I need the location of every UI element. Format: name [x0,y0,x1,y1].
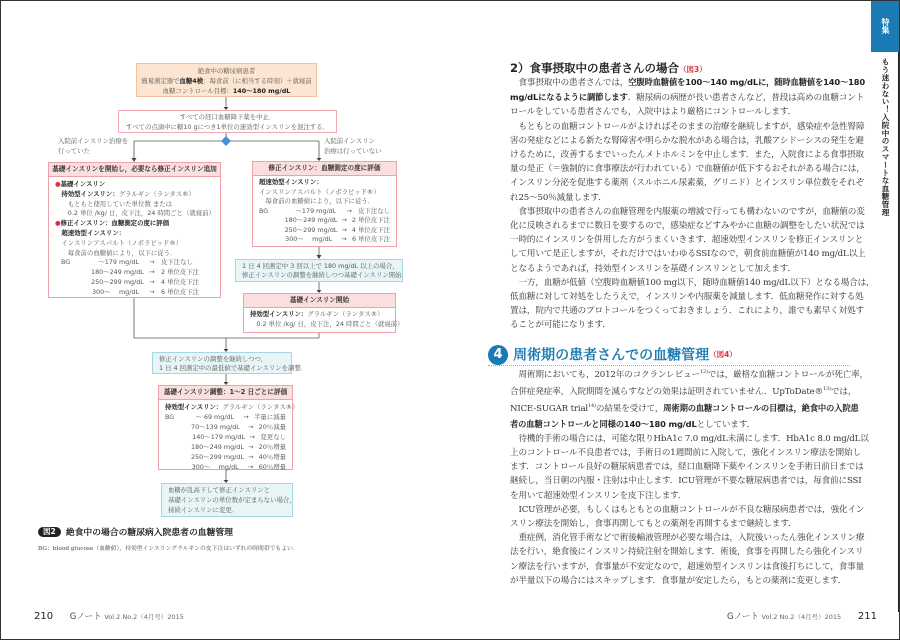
box-header: 基礎インスリン調整：1～2 日ごとに評価 [159,386,292,400]
arrow-icon: → [149,277,155,286]
bg-label [165,432,192,442]
text-line [510,290,864,304]
figure-caption [38,521,299,552]
start-basal-condition-box [235,259,408,282]
bg-label [165,422,191,432]
dose-action: 20％減量 [258,423,286,431]
text-line [510,399,859,416]
dose-table [55,258,214,297]
dose-row [61,268,214,278]
text-segment: 修正インスリンの調整を継続しつつ基礎インスリン開始． [242,271,408,279]
text-line [324,147,382,157]
page-number: 210 [34,611,54,622]
box-body [165,402,299,412]
bg-label: BG [165,413,175,421]
text-line [510,219,865,233]
text-line [510,417,855,432]
text-segment: 空腹時血糖値を100～140 mg/dLに，随時血糖値を140～180 [628,77,866,87]
text-segment: 合併症発症率，入院期間を減らすなどの効果は証明されていません．UpToDate® [510,387,824,398]
text-segment: では，厳格な血糖コントロールが死亡率， [707,370,869,380]
text-line [510,120,865,134]
bg-label [165,442,191,452]
text-line [510,162,865,176]
text-segment: 置は，院内で共通のプロトコールをつくっておきましょう．これにより，誰でも素早く対処す [510,306,864,317]
dose-row [165,442,286,452]
text-line [510,545,864,559]
decision-diamond-icon [221,136,231,146]
text-segment: グラルギン（ランタス®） [118,189,195,198]
figure-note: BG：blood glucose（血糖値），持効型インスリングラルギンの皮下注はいずれの時間帯でもよい． [38,546,299,552]
text-segment: 超速効型インスリン： [55,228,126,237]
journal-name: Gノート [727,612,759,622]
text-segment: 毎食前の血糖値により，以下に従う． [55,248,177,257]
text-segment: 0.2 単位 /kg/ 日，皮下注，24 時間ごと（就寝前） [55,209,215,218]
glucose-range: 180～249 mg/dL [191,443,244,451]
dose-row [165,432,286,442]
text-line [510,503,865,517]
text-line [137,87,316,97]
continuous-insulin-box [161,483,296,517]
dose-row [61,288,214,298]
text-line [510,148,864,162]
basal-start-box [243,293,404,333]
basal-plus-correction-box [48,162,221,298]
dose-action: 20％増量 [258,443,286,451]
dose-action: 皮下注なし [161,258,193,267]
text-segment: 血糖コントロール目標： [162,86,233,95]
bg-label [259,226,285,236]
bullet-icon: ● [55,180,61,188]
right-footer [727,610,877,622]
text-line [119,123,336,133]
section-body-meal-intake [510,75,875,333]
text-segment: が半量以下の場合にはスキップします．食事量が安定したら，もとの薬剤に変更します． [510,575,847,586]
text-segment: としています． [696,419,756,430]
dose-action: 40％増量 [258,453,286,461]
branch-label-prior-insulin [58,137,128,157]
text-line [510,560,865,574]
adjust-basal-box [152,352,308,374]
text-segment: グラルギン（ランタス®） [222,403,299,411]
text-segment: を用いて超速効型インスリンを皮下注します． [510,490,687,501]
text-segment: 入院前インスリン [324,137,375,145]
dose-row [259,216,390,226]
text-line [259,188,390,198]
text-segment: 者の血糖コントロールと同様の140～180 mg/dL [510,418,697,429]
text-segment: 行っていた [58,146,90,155]
text-line [510,432,869,446]
text-segment: ICU管理が必要，もしくはもともとの血糖コントロールが不良な糖尿病患者では，強化イン [510,504,865,515]
text-segment: ：毎食前（に相当する時刻）＋就寝前 [203,76,312,85]
text-segment: グラルギン（ランタス®） [307,310,384,318]
correction-insulin-box [252,161,397,247]
text-line [55,190,214,200]
text-segment: 低血糖に対して対処をしたうえで，インスリンや内服薬を減量します．低血糖発作に対する処 [510,292,864,303]
glucose-range: 180～249 mg/dL [284,216,338,224]
text-segment: 食事摂取中の患者さんの血糖管理を内服薬の増減で行っても構わないのですが，血糖値の変 [510,206,865,217]
text-segment: れ25～50％減量します． [510,192,607,203]
section-title: 周術期の患者さんでの血糖管理 [513,347,710,364]
text-segment: インスリン分泌を促進する薬剤（スルホニル尿素薬，グリニド）とインスリン単位数をそれぞ [510,178,864,189]
text-segment: の結果を受けて， [595,404,664,415]
glucose-range: 300～ mg/dL [91,287,139,296]
text-line [159,355,285,364]
text-line [324,137,382,147]
text-line [259,197,390,207]
bg-label [259,216,285,226]
bg-label [61,268,91,278]
text-line [55,200,214,210]
glucose-range: ～ 69 mg/dL [195,413,235,421]
arrow-icon: → [243,413,249,421]
text-segment: 0.2 単位 /kg/ 日，皮下注，24 時間ごと（就寝前） [250,319,404,328]
page-number: 211 [857,611,877,622]
text-line [510,574,855,588]
text-line [168,495,296,506]
text-segment: インスリンアスパルト（ノボラピッド®） [259,187,380,196]
glucose-range: ～179 mg/dL [98,258,139,267]
section-heading-perioperative [488,344,850,366]
journal-issue: Vol.2 No.2（4月号）2015 [761,613,842,621]
text-line [168,506,286,516]
text-segment: 一方，血糖が低値（空腹時血糖値100 mg以下，随時血糖値140 mg/dL以下）となる場合は， [510,277,875,288]
text-line [510,382,855,399]
glucose-range: 300～ mg/dL [285,235,333,243]
text-line [250,319,404,330]
text-segment: 血糖が乱高下して修正インスリンと [168,486,271,494]
arrow-icon: → [341,235,347,243]
text-line [510,75,866,90]
text-segment: 量の是正（＝強制的に食事療法が行われている）で血糖値が低下するおそれがある場合には， [510,164,865,175]
bg-label [165,452,191,462]
text-line [510,90,865,105]
dose-action: 皮下注なし [358,206,390,215]
text-segment: 継続し，当日朝の内服・注射は中止します．ICU管理が不要な糖尿病患者では，毎食前にSSI [510,476,862,487]
text-segment: 治療は行っていない [324,146,382,155]
text-segment: 修正インスリン：血糖測定の度に評価 [60,219,170,228]
text-segment: 周術期においても，2012年のコクランレビュー [510,370,700,380]
dose-action: 4 単位皮下注 [351,225,390,234]
section-heading-meal-intake [510,60,707,76]
text-segment: すべての点滴中に糖10 gにつき1単位の速効型インスリンを混注する． [125,122,330,131]
journal-name: Gノート [69,612,102,622]
text-segment: 法を行い，絶食後にインスリン持続注射を開始します．術後，食事を再開したら強化インスリ [510,547,864,558]
figure-badge: 図2 [38,527,61,537]
box-body [55,180,214,258]
dose-row [259,235,390,245]
box-body [244,308,404,332]
arrow-icon: → [341,225,347,234]
figure-title: 絶食中の場合の糖尿病入院患者の血糖管理 [65,528,233,538]
text-line [510,489,855,503]
text-segment: となるようであれば，持効型インスリンを基礎インスリンとして加えます． [510,263,796,274]
text-line [55,249,214,259]
journal-issue: Vol.2 No.2（4月号）2015 [104,613,184,621]
text-segment: 超速効型インスリン： [259,178,323,186]
dose-row [61,258,214,268]
text-segment: 基礎インスリン [60,180,106,188]
bg-label: BG [61,258,71,267]
glucose-range: ～179 mg/dL [295,206,337,215]
text-segment: 基礎インスリンの単位数が定まらない場合， [168,495,296,504]
text-line [510,276,875,290]
dose-row [165,422,286,432]
text-segment: 食事摂取中の患者さんでは， [510,78,629,88]
text-line [58,137,128,147]
text-line [510,247,866,261]
text-line [55,180,214,190]
glucose-range: 250～299 mg/dL [91,277,144,286]
text-segment: 1 日 4 回測定中の最低値で基礎インスリンを調整． [159,364,308,372]
arrow-icon: → [346,206,352,215]
stop-oral-drugs-box [118,110,337,133]
text-segment: ます．コントロール良好の糖尿病患者では，経口血糖降下薬やインスリンを手術日前日までは [510,462,864,473]
text-line [510,365,869,382]
text-line [55,209,214,219]
text-segment: けるために，改善するまでいったんメトホルミンを中止します．また，入院食による食事摂取 [510,150,864,161]
text-line [510,304,864,318]
dose-row [165,462,286,472]
figure-ref-link[interactable]: （図4） [709,350,737,359]
text-segment: もともと使用していた単位数 または [55,199,173,208]
text-segment: 持効型インスリン： [165,403,223,411]
text-segment: ン療法を行いますが，食事量が不安定なので，超速効型インスリンは食後打ちにして，食事量 [510,561,865,572]
text-segment: ．糖尿病の病歴が長い患者さんなど，普段は高めの血糖コント [627,93,865,104]
section-number-badge: 4 [488,345,508,365]
arrow-icon: → [149,258,155,267]
left-footer [34,610,184,622]
text-line [55,239,214,249]
arrow-icon: → [149,287,155,296]
text-segment: 化に反映されるまでに数日を要するので，感染症などすみやかに血糖の調整をしたい状況では [510,221,865,232]
text-segment: 14) [588,403,596,410]
text-line [510,262,855,276]
patient-box [136,63,317,97]
text-line [168,486,286,496]
text-line [250,310,389,320]
text-segment: 持効型インスリン： [250,310,308,318]
text-segment: 絶食中の糖尿病患者 [197,67,256,75]
text-line [510,446,861,460]
text-segment: スリン療法を開始し，食事再開してもとの薬剤を再開するまで継続します． [510,519,797,530]
text-segment: 上のコントロール不良患者では，手術日の1週間前に入院して，強化インスリン療法を開始し [510,448,861,459]
text-line [137,67,316,77]
dose-row [61,278,214,288]
text-line [510,134,864,148]
text-segment: 毎食前の血糖値により，以下に従う． [259,197,375,205]
box-body [259,178,390,207]
text-line [510,105,855,119]
box-header: 基礎インスリン開始 [244,294,395,308]
text-segment: NICE-SUGAR trial [510,404,589,415]
figure-ref-link[interactable]: （図3） [679,65,707,74]
arrow-icon: → [248,463,254,471]
glucose-range: 70～139 mg/dL [191,423,240,431]
arrow-icon: → [248,453,254,461]
basal-adjust-box [158,385,299,471]
dose-row [259,207,390,217]
dose-action: 2 単位皮下注 [351,216,390,224]
dose-action: 2 単位皮下注 [161,268,200,277]
text-segment: 持続インスリンに変更． [168,505,239,514]
section-body-perioperative [510,365,869,588]
text-segment: して用いて是正しますが，それだけではいわゆるSSIなので，朝食前血糖値が140 mg/dL以上 [510,249,866,260]
text-segment: 1 日 4 回測定中 3 回以上で 180 mg/dL 以上の場合， [242,262,399,270]
box-header: 基礎インスリンを開始し，必要なら修正インスリン追加 [49,163,220,177]
glucose-range: 250～299 mg/dL [284,225,338,234]
text-segment: 血糖4検 [179,76,204,85]
text-segment: ロールをしている患者さんでも，入院中はより厳格にコントロールします． [510,107,797,118]
text-line [137,77,316,87]
text-segment: 140～180 mg/dL [232,86,291,95]
side-rule [898,52,899,612]
dose-table [259,207,390,245]
text-segment: では， [830,387,857,398]
text-segment: 入院前インスリン治療を [58,137,129,145]
bg-label [165,462,192,472]
text-line [510,191,855,205]
branch-label-no-prior-insulin [324,137,382,157]
text-line [259,178,390,188]
glucose-range: 140～179 mg/dL [192,433,246,441]
dose-action: 半量に減量 [254,413,286,421]
text-line [58,147,128,157]
side-tab [871,0,900,640]
text-segment: インスリンアスパルト（ノボラピッド®） [55,238,183,247]
text-line [510,318,855,332]
text-segment: 13) [823,386,831,393]
text-line [510,460,864,474]
text-segment: 待機的手術の場合には，可能な限りHbA1c 7.0 mg/dL未満にします．HbA1c 8.0 mg/dL以 [510,433,869,444]
dose-table [165,412,286,472]
text-segment: mg/dLになるように調節します [510,92,628,103]
feature-title-vertical: もう迷わない！入院中のスマートな血糖管理 [881,58,890,216]
text-line [119,113,336,123]
glucose-range: 300～ mg/dL [191,463,239,471]
text-segment: 重症例，消化管手術などで術後輸液管理が必要な場合は，入院後いったん強化インスリン療 [510,533,865,544]
text-line [55,229,214,239]
feature-tab-label: 特集 [871,0,900,52]
text-segment: すべての経口血糖降下薬を中止． [179,113,276,121]
text-segment: もともとの血糖コントロールがよければそのままの治療を継続しますが，感染症や急性腎障 [510,121,865,132]
text-line [159,364,308,373]
bg-label [61,278,91,288]
dose-action: 6 単位皮下注 [351,235,390,243]
dose-action: 60％増量 [258,463,286,471]
text-line [242,271,408,280]
arrow-icon: → [341,216,347,224]
arrow-icon: → [249,433,255,441]
box-header: 修正インスリン：血糖測定の度に評価 [253,162,396,176]
text-segment: 害の発症などによる新たな腎障害や明らかな脱水がある場合は，乳酸アシドーシスの発生を避 [510,135,864,146]
bg-label [259,235,285,245]
arrow-icon: → [248,423,254,431]
dose-action: 変更なし [260,433,286,441]
text-segment: 簡易測定器で [141,76,180,85]
dose-action: 6 単位皮下注 [161,287,200,296]
bg-label: BG [259,206,269,215]
text-line [242,262,399,271]
text-line [510,474,862,488]
text-segment: 一時的にインスリンを併用した方がうまくいきます．超速効型インスリンを修正インスリンと [510,235,864,246]
bullet-icon: ● [55,219,61,228]
dose-row [165,452,286,462]
section-title: 2）食事摂取中の患者さんの場合 [510,61,679,75]
text-segment: 周術期の血糖コントロールの目標は，絶食中の入院患 [663,403,859,414]
text-line [510,176,864,190]
text-segment: 持効型インスリン： [55,189,119,198]
text-segment: 12) [699,369,708,375]
bg-label [61,288,91,298]
text-line [510,205,865,219]
text-segment: ることが可能になります． [510,320,611,331]
text-segment: 修正インスリンの調整を継続しつつ， [159,355,268,363]
glucose-range: 180～249 mg/dL [91,268,144,277]
dose-action: 4 単位皮下注 [161,277,200,286]
text-line [510,531,865,545]
arrow-icon: → [149,268,155,277]
glucose-range: 250～299 mg/dL [191,453,244,461]
arrow-icon: → [248,443,254,451]
text-line [165,402,299,412]
text-line [510,233,864,247]
dose-row [165,412,286,422]
text-line [55,219,214,229]
text-line [510,517,855,531]
dose-row [259,226,390,236]
